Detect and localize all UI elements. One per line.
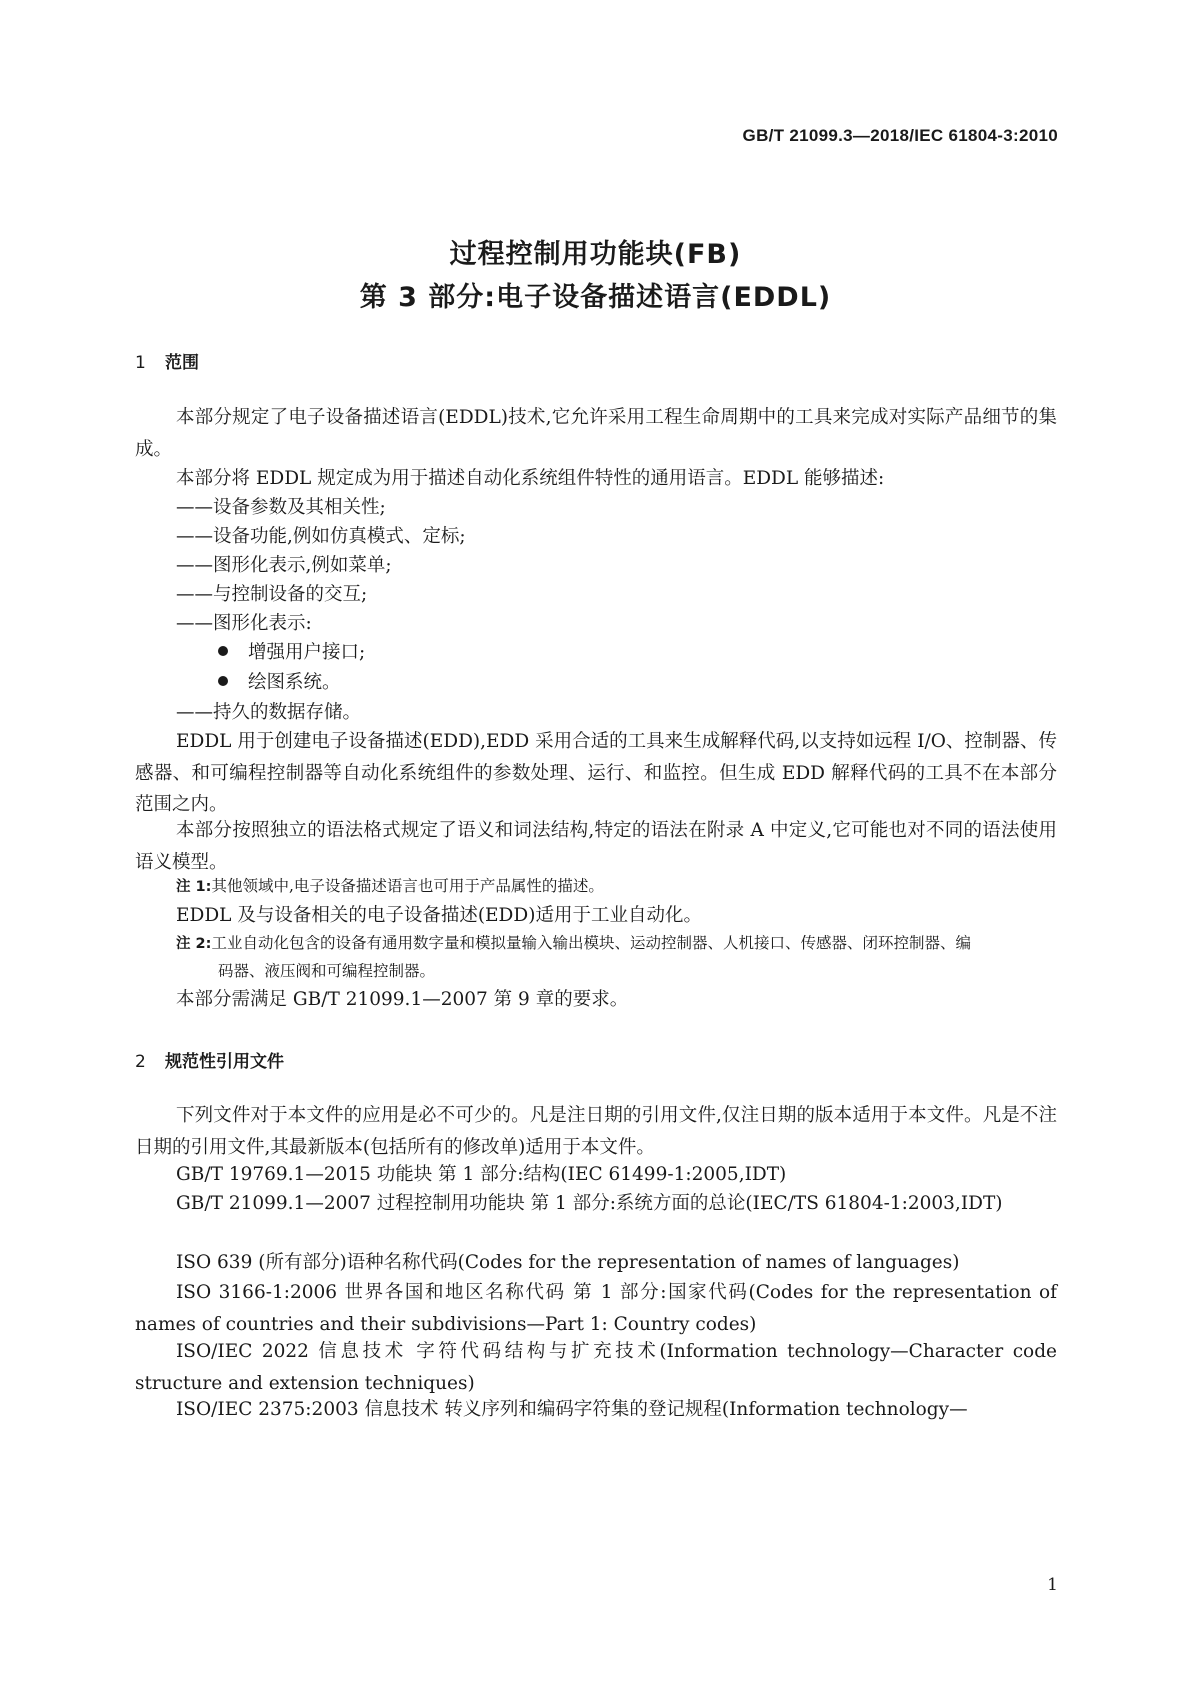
paragraph: EDDL 及与设备相关的电子设备描述(EDD)适用于工业自动化。 [176, 905, 702, 926]
reference-entry: ISO 639 (所有部分)语种名称代码(Codes for the representation of names of languages) [176, 1252, 960, 1273]
note-text: 工业自动化包含的设备有通用数字量和模拟量输入输出模块、运动控制器、人机接口、传感器、闭环控制器、编 [211, 934, 971, 952]
paragraph: 本部分按照独立的语法格式规定了语义和词法结构,特定的语法在附录 A 中定义,它可能也对不同的语法使用语义模型。 [135, 820, 1057, 873]
note-2 [176, 930, 1058, 985]
reference-entry: ISO 3166-1:2006 世界各国和地区名称代码 第 1 部分:国家代码(Codes for the representation of names of countries and their subdivisions—Part 1: Country codes) [135, 1282, 1057, 1335]
dash-list-item: ——持久的数据存储。 [176, 702, 362, 723]
paragraph: EDDL 用于创建电子设备描述(EDD),EDD 采用合适的工具来生成解释代码,以支持如远程 I/O、控制器、传感器、和可编程控制器等自动化系统组件的参数处理、运行、和监控。但生成 EDD 解释代码的工具不在本部分范围之内。 [135, 731, 1057, 815]
note-label: 注 2: [176, 936, 212, 952]
section-title: 规范性引用文件 [165, 1052, 284, 1072]
note-1 [176, 873, 1058, 901]
section-title: 范围 [165, 353, 199, 373]
section-1-heading [135, 348, 199, 373]
standard-number: GB/T 21099.3—2018/IEC 61804-3:2010 [742, 126, 1058, 145]
note-text-continued: 码器、液压阀和可编程控制器。 [218, 962, 436, 980]
paragraph: 本部分规定了电子设备描述语言(EDDL)技术,它允许采用工程生命周期中的工具来完成对实际产品细节的集成。 [135, 407, 1057, 460]
reference-entry: ISO/IEC 2375:2003 信息技术 转义序列和编码字符集的登记规程(Information technology— [176, 1399, 968, 1420]
dash-list-item: ——设备参数及其相关性; [176, 497, 386, 518]
section-2-heading [135, 1047, 284, 1072]
bullet-item: 绘图系统。 [218, 667, 341, 699]
dash-list-item: ——设备功能,例如仿真模式、定标; [176, 526, 466, 547]
bullet-dot-icon [218, 676, 228, 686]
note-text: 其他领域中,电子设备描述语言也可用于产品属性的描述。 [211, 877, 604, 895]
bullet-item: 增强用户接口; [218, 637, 365, 669]
bullet-dot-icon [218, 646, 228, 656]
dash-list-item: ——与控制设备的交互; [176, 584, 368, 605]
page-number: 1 [1047, 1575, 1058, 1595]
document-title-line1: 过程控制用功能块(FB) [449, 239, 742, 270]
dash-list-item: ——图形化表示,例如菜单; [176, 555, 392, 576]
note-label: 注 1: [176, 879, 212, 895]
reference-entry: ISO/IEC 2022 信息技术 字符代码结构与扩充技术(Information technology—Character code structure and extension techniques) [135, 1341, 1057, 1394]
dash-list-item: ——图形化表示: [176, 613, 312, 634]
paragraph: 本部分需满足 GB/T 21099.1—2007 第 9 章的要求。 [176, 989, 629, 1010]
section-number: 1 [135, 353, 146, 373]
section-number: 2 [135, 1052, 146, 1072]
reference-entry: GB/T 21099.1—2007 过程控制用功能块 第 1 部分:系统方面的总论(IEC/TS 61804-1:2003,IDT) [176, 1193, 1003, 1214]
document-title-line2: 第 3 部分:电子设备描述语言(EDDL) [359, 282, 832, 313]
paragraph: 本部分将 EDDL 规定成为用于描述自动化系统组件特性的通用语言。EDDL 能够描述: [176, 468, 885, 489]
paragraph: 下列文件对于本文件的应用是必不可少的。凡是注日期的引用文件,仅注日期的版本适用于本文件。凡是不注日期的引用文件,其最新版本(包括所有的修改单)适用于本文件。 [135, 1105, 1057, 1158]
reference-entry: GB/T 19769.1—2015 功能块 第 1 部分:结构(IEC 61499-1:2005,IDT) [176, 1164, 787, 1185]
